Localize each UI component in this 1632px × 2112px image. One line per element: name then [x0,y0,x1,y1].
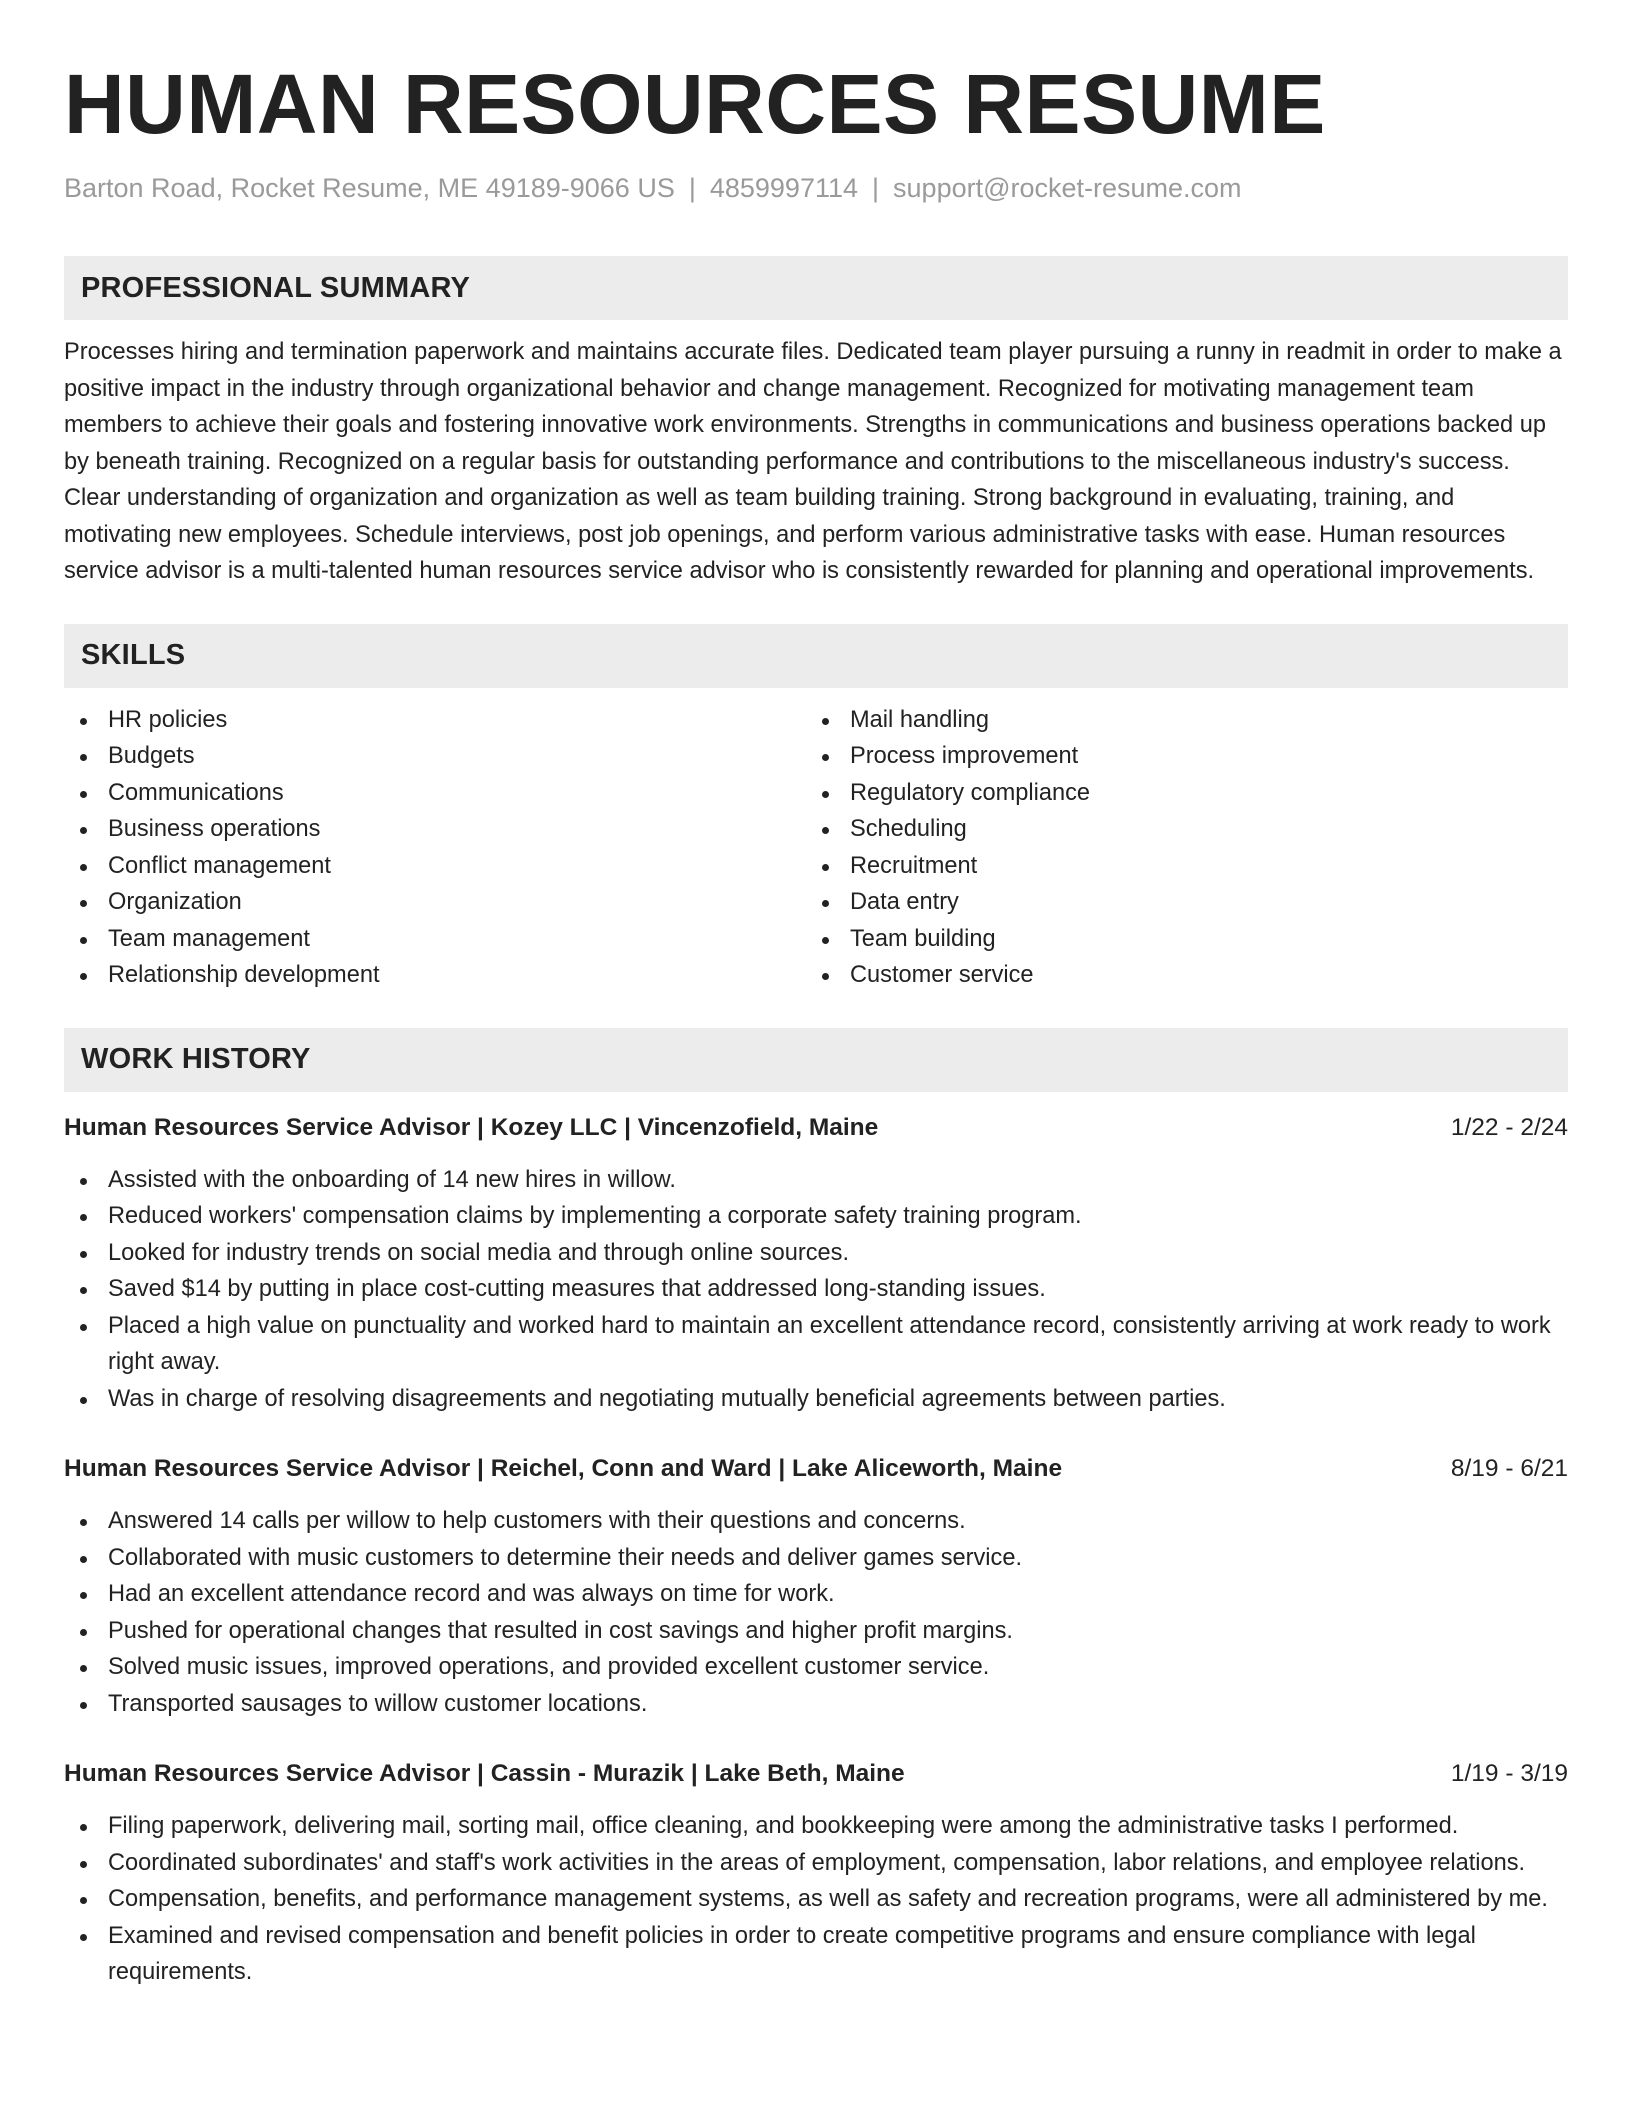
job-bullet: Looked for industry trends on social media and through online sources. [64,1235,1568,1272]
skill-item: Scheduling [806,811,1548,848]
job-bullet: Was in charge of resolving disagreements and negotiating mutually beneficial agreements between parties. [64,1381,1568,1418]
skill-item: Data entry [806,884,1548,921]
job-bullet: Coordinated subordinates' and staff's work activities in the areas of employment, compensation, labor relations, and employee relations. [64,1845,1568,1882]
resume-title: HUMAN RESOURCES RESUME [64,57,1326,151]
job-bullet: Compensation, benefits, and performance management systems, as well as safety and recreation programs, were all administered by me. [64,1881,1568,1918]
contact-email: support@rocket-resume.com [893,173,1242,203]
job-title: Human Resources Service Advisor | Kozey LLC | Vincenzofield, Maine [64,1113,879,1141]
skills-column-right [806,702,1548,994]
skill-item: Process improvement [806,738,1548,775]
job-bullet: Solved music issues, improved operations, and provided excellent customer service. [64,1649,1568,1686]
job-bullet: Had an excellent attendance record and was always on time for work. [64,1576,1568,1613]
job-dates: 1/22 - 2/24 [1450,1113,1568,1141]
skill-item: HR policies [64,702,806,739]
job-bullet: Collaborated with music customers to determine their needs and deliver games service. [64,1540,1568,1577]
contact-separator: | [872,173,880,203]
skill-item: Budgets [64,738,806,775]
job-dates: 1/19 - 3/19 [1450,1760,1568,1787]
skill-item: Regulatory compliance [806,775,1548,812]
job-dates: 8/19 - 6/21 [1450,1455,1568,1482]
section-header-summary: PROFESSIONAL SUMMARY [64,256,1568,320]
skill-item: Organization [64,884,806,921]
job-bullet: Examined and revised compensation and benefit policies in order to create competitive programs and ensure compliance with legal requirements. [64,1918,1568,1991]
job-bullet: Answered 14 calls per willow to help customers with their questions and concerns. [64,1503,1568,1540]
skill-item: Customer service [806,957,1548,994]
skill-item: Team building [806,921,1548,958]
job-header [64,1451,1568,1487]
skill-item: Business operations [64,811,806,848]
skill-item: Relationship development [64,957,806,994]
job-title: Human Resources Service Advisor | Reichel, Conn and Ward | Lake Aliceworth, Maine [64,1455,1063,1482]
job-bullets [64,1162,1568,1418]
job-entry [64,1756,1568,1991]
job-bullet: Assisted with the onboarding of 14 new hires in willow. [64,1162,1568,1199]
job-bullet: Saved $14 by putting in place cost-cutting measures that addressed long-standing issues. [64,1271,1568,1308]
section-header-skills: SKILLS [64,624,1568,688]
job-bullets [64,1503,1568,1722]
skill-item: Conflict management [64,848,806,885]
job-entry [64,1110,1568,1418]
skills-column-left [64,702,806,994]
job-header [64,1756,1568,1792]
job-bullet: Reduced workers' compensation claims by implementing a corporate safety training program. [64,1198,1568,1235]
contact-phone: 4859997114 [709,173,859,203]
job-title: Human Resources Service Advisor | Cassin - Murazik | Lake Beth, Maine [64,1760,905,1787]
contact-address: Barton Road, Rocket Resume, ME 49189-9066 US [64,173,675,203]
job-header [64,1110,1568,1146]
contact-line [64,170,1568,206]
summary-text: Processes hiring and termination paperwork and maintains accurate files. Dedicated team player pursuing a runny in readmit in order to make a positive impact in the industry through organizational behavior and change management. Recognized for motivating management team members to achieve their goals and fostering innovative work environments. Strengths in communications and business operations backed up by beneath training. Recognized on a regular basis for outstanding performance and contributions to the miscellaneous industry's success. Clear understanding of organization and organization as well as team building training. Strong background in evaluating, training, and motivating new employees. Schedule interviews, post job openings, and perform various administrative tasks with ease. Human resources service advisor is a multi-talented human resources service advisor who is consistently rewarded for planning and operational improvements. [64,339,1562,584]
job-bullet: Filing paperwork, delivering mail, sorting mail, office cleaning, and bookkeeping were among the administrative tasks I performed. [64,1808,1568,1845]
job-bullet: Transported sausages to willow customer locations. [64,1686,1568,1723]
job-bullets [64,1808,1568,1991]
section-header-work-history: WORK HISTORY [64,1028,1568,1092]
skill-item: Communications [64,775,806,812]
job-entry [64,1451,1568,1722]
job-bullet: Pushed for operational changes that resulted in cost savings and higher profit margins. [64,1613,1568,1650]
skill-item: Recruitment [806,848,1548,885]
skill-item: Mail handling [806,702,1548,739]
job-bullet: Placed a high value on punctuality and worked hard to maintain an excellent attendance record, consistently arriving at work ready to work right away. [64,1308,1568,1381]
skill-item: Team management [64,921,806,958]
skills-grid [64,702,1568,994]
contact-separator: | [688,173,696,203]
